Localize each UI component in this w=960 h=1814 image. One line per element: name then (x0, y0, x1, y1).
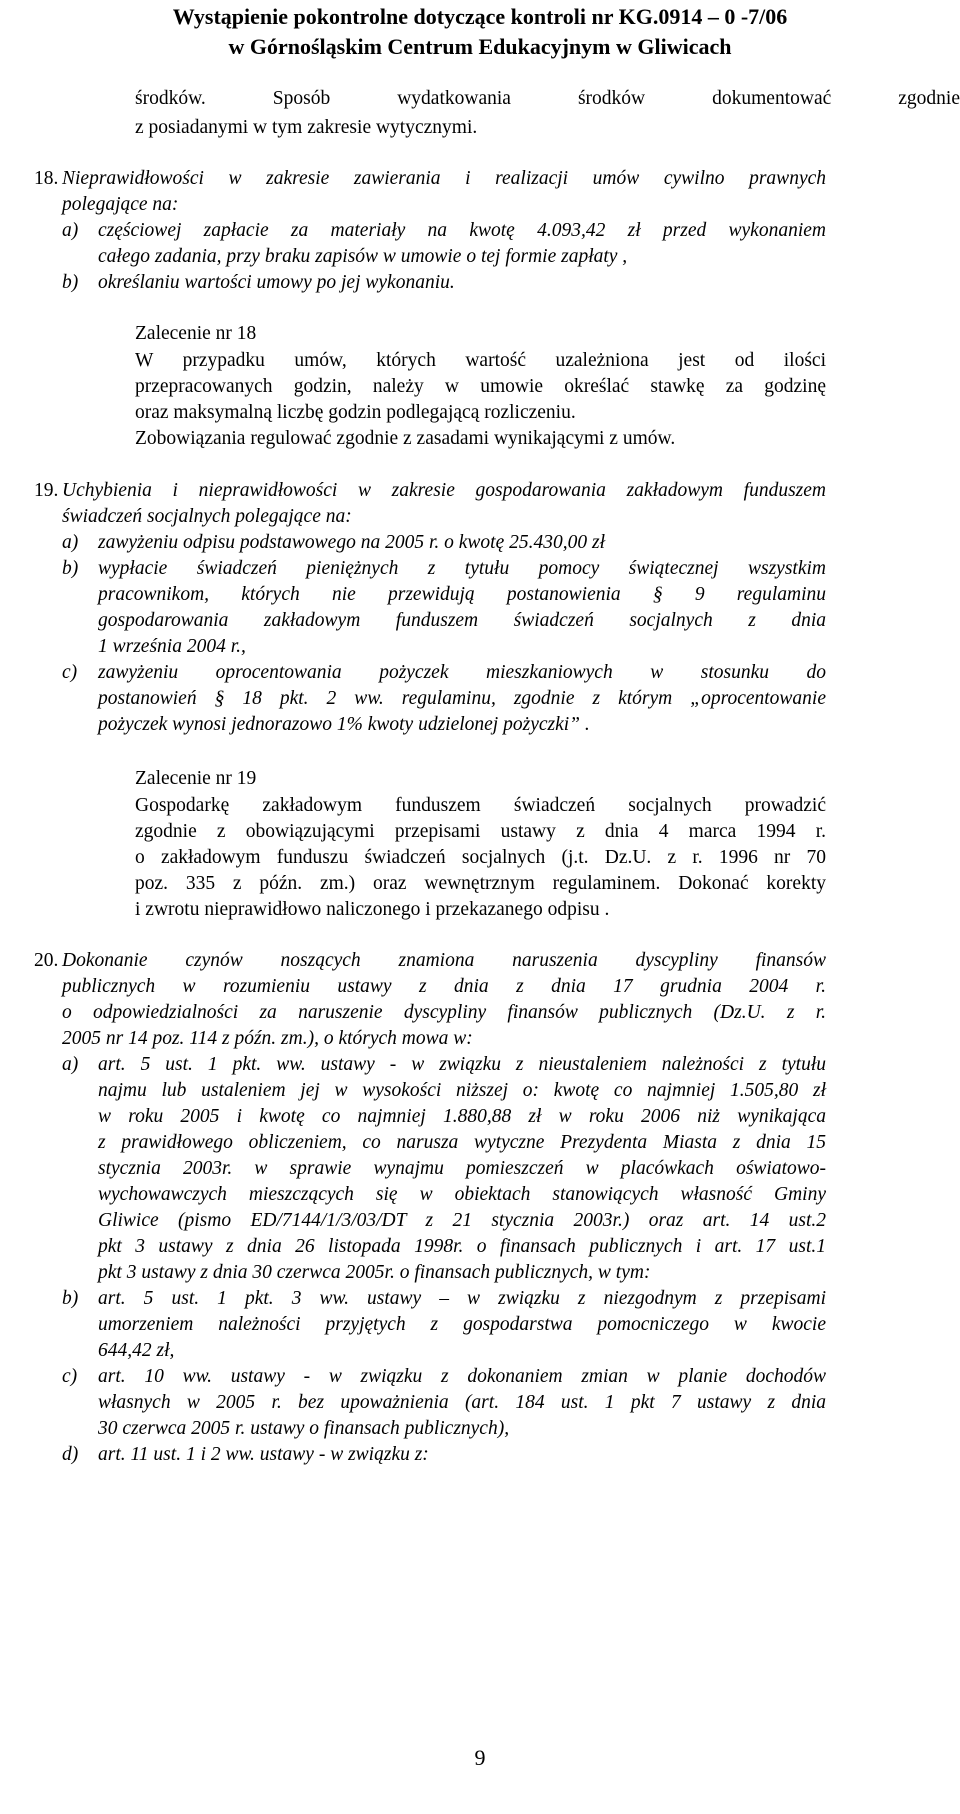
item-20-a-line-7: Gliwice (pismo ED/7144/1/3/03/DT z 21 stycznia 2003r.) oraz art. 14 ust.2 (98, 1210, 826, 1231)
item-18-a-label: a) (62, 220, 79, 241)
item-19-b-line-1: wypłacie świadczeń pieniężnych z tytułu pomocy świątecznej wszystkim (98, 558, 826, 579)
recommendation-19-line-2: zgodnie z obowiązującymi przepisami ustawy z dnia 4 marca 1994 r. (135, 821, 826, 842)
recommendation-19-line-1: Gospodarkę zakładowym funduszem świadczeń socjalnych prowadzić (135, 795, 826, 816)
item-20-c-line-1: art. 10 ww. ustawy - w związku z dokonaniem zmian w planie dochodów (98, 1366, 826, 1387)
recommendation-18-line-2: przepracowanych godzin, należy w umowie określać stawkę za godzinę (135, 376, 826, 397)
item-18-a-line-2: całego zadania, przy braku zapisów w umowie o tej formie zapłaty , (98, 246, 628, 267)
item-19-b-line-3: gospodarowania zakładowym funduszem świadczeń socjalnych z dnia (98, 610, 826, 631)
intro-line-1: środków. Sposób wydatkowania środków dokumentować zgodnie (135, 88, 960, 109)
item-20-d-label: d) (62, 1444, 79, 1465)
item-20-b-line-2: umorzeniem należności przyjętych z gospodarstwa pomocniczego w kwocie (98, 1314, 826, 1335)
recommendation-18-line-1: W przypadku umów, których wartość uzależniona jest od ilości (135, 350, 826, 371)
item-20-a-line-5: stycznia 2003r. w sprawie wynajmu pomieszczeń w placówkach oświatowo- (98, 1158, 826, 1179)
recommendation-19-line-4: poz. 335 z późn. zm.) oraz wewnętrznym regulaminem. Dokonać korekty (135, 873, 826, 894)
item-20-a-line-1: art. 5 ust. 1 pkt. ww. ustawy - w związku z nieustaleniem należności z tytułu (98, 1054, 826, 1075)
item-20-b-line-3: 644,42 zł, (98, 1340, 175, 1361)
item-19-line-1: Uchybienia i nieprawidłowości w zakresie gospodarowania zakładowym funduszem (62, 480, 826, 501)
item-18-line-1: Nieprawidłowości w zakresie zawierania i realizacji umów cywilno prawnych (62, 168, 826, 189)
item-19-a-label: a) (62, 532, 79, 553)
item-18-b-line-1: określaniu wartości umowy po jej wykonaniu. (98, 272, 455, 293)
item-19-b-label: b) (62, 558, 79, 579)
item-20-line-2: publicznych w rozumieniu ustawy z dnia z dnia 17 grudnia 2004 r. (62, 976, 826, 997)
item-19-c-label: c) (62, 662, 78, 683)
item-18-b-label: b) (62, 272, 79, 293)
recommendation-19-line-5: i zwrotu nieprawidłowo naliczonego i przekazanego odpisu . (135, 899, 610, 920)
item-20-a-line-4: z prawidłowego obliczeniem, co narusza wytyczne Prezydenta Miasta z dnia 15 (98, 1132, 826, 1153)
item-19-line-2: świadczeń socjalnych polegające na: (62, 506, 352, 527)
item-19-b-line-4: 1 września 2004 r., (98, 636, 246, 657)
item-20-b-label: b) (62, 1288, 79, 1309)
item-19-c-line-1: zawyżeniu oprocentowania pożyczek mieszkaniowych w stosunku do (98, 662, 826, 683)
item-19-number: 19. (34, 480, 59, 501)
item-20-a-line-2: najmu lub ustaleniem jej w wysokości niższej o: kwotę co najmniej 1.505,80 zł (98, 1080, 826, 1101)
item-20-b-line-1: art. 5 ust. 1 pkt. 3 ww. ustawy – w związku z niezgodnym z przepisami (98, 1288, 826, 1309)
item-20-line-4: 2005 nr 14 poz. 114 z późn. zm.), o których mowa w: (62, 1028, 473, 1049)
recommendation-18-line-3: oraz maksymalną liczbę godzin podlegającą rozliczeniu. (135, 402, 576, 423)
item-20-d-line-1: art. 11 ust. 1 i 2 ww. ustawy - w związku z: (98, 1444, 429, 1465)
recommendation-19-line-3: o zakładowym funduszu świadczeń socjalnych (j.t. Dz.U. z r. 1996 nr 70 (135, 847, 826, 868)
intro-line-2: z posiadanymi w tym zakresie wytycznymi. (135, 117, 478, 138)
document-header-line-1: Wystąpienie pokontrolne dotyczące kontroli nr KG.0914 – 0 -7/06 (172, 4, 788, 29)
item-20-a-line-3: w roku 2005 i kwotę co najmniej 1.880,88 zł w roku 2006 niż wynikająca (98, 1106, 826, 1127)
item-20-c-line-3: 30 czerwca 2005 r. ustawy o finansach publicznych), (98, 1418, 510, 1439)
item-20-c-line-2: własnych w 2005 r. bez upoważnienia (art. 184 ust. 1 pkt 7 ustawy z dnia (98, 1392, 826, 1413)
item-20-line-3: o odpowiedzialności za naruszenie dyscypliny finansów publicznych (Dz.U. z r. (62, 1002, 826, 1023)
item-20-c-label: c) (62, 1366, 78, 1387)
recommendation-18-title: Zalecenie nr 18 (135, 323, 257, 344)
item-19-c-line-3: pożyczek wynosi jednorazowo 1% kwoty udzielonej pożyczki” . (98, 714, 590, 735)
item-20-a-line-9: pkt 3 ustawy z dnia 30 czerwca 2005r. o finansach publicznych, w tym: (98, 1262, 651, 1283)
item-18-line-2: polegające na: (62, 194, 179, 215)
item-18-a-line-1: częściowej zapłacie za materiały na kwotę 4.093,42 zł przed wykonaniem (98, 220, 826, 241)
item-19-c-line-2: postanowień § 18 pkt. 2 ww. regulaminu, zgodnie z którym „oprocentowanie (98, 688, 826, 709)
recommendation-18-line-4: Zobowiązania regulować zgodnie z zasadami wynikającymi z umów. (135, 428, 676, 449)
document-header-line-2: w Górnośląskim Centrum Edukacyjnym w Gliwicach (228, 34, 732, 59)
item-19-a-line-1: zawyżeniu odpisu podstawowego na 2005 r. o kwotę 25.430,00 zł (98, 532, 606, 553)
item-20-a-line-6: wychowawczych mieszczących się w obiektach stanowiących własność Gminy (98, 1184, 826, 1205)
item-20-a-label: a) (62, 1054, 79, 1075)
item-19-b-line-2: pracownikom, których nie przewidują postanowienia § 9 regulaminu (98, 584, 826, 605)
recommendation-19-title: Zalecenie nr 19 (135, 768, 257, 789)
item-20-line-1: Dokonanie czynów noszących znamiona naruszenia dyscypliny finansów (62, 950, 826, 971)
item-20-a-line-8: pkt 3 ustawy z dnia 26 listopada 1998r. o finansach publicznych i art. 17 ust.1 (98, 1236, 826, 1257)
page-number: 9 (474, 1745, 486, 1770)
item-18-number: 18. (34, 168, 59, 189)
item-20-number: 20. (34, 950, 59, 971)
